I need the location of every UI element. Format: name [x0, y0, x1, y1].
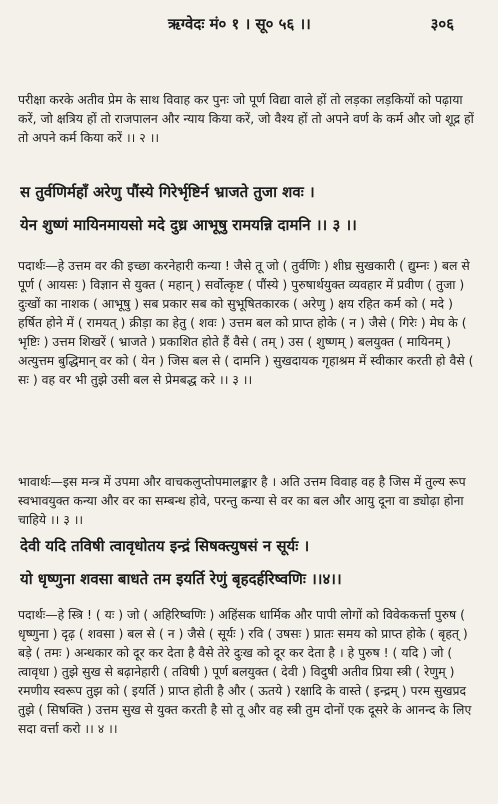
summary-paragraph: भावार्थः—इस मन्त्र में उपमा और वाचकलुप्तोपमालङ्कार है । अति उत्तम विवाह वह है जिस में तुल्य रूप स्वभावयुक्त कन्या और वर का सम्बन्ध होवे, परन्तु कन्या से वर का बल और आयु दूना वा ड्योढ़ा होना चाहिये ।। ३ ।। [18, 474, 466, 527]
running-head: ऋग्वेदः मं० १ । सू० ५६ ।। [168, 15, 311, 33]
verse-line: स तुर्वणिर्महाँ अरेणु पौंस्ये गिरेर्भृष्टिर्न भ्राजते तुजा शवः । [20, 183, 315, 201]
word-meaning-paragraph: पदार्थः—हे उत्तम वर की इच्छा करनेहारी कन्या ! जैसे तू जो ( तुर्वणिः ) शीघ्र सुखकारी ( द्युम्नः ) बल से पूर्ण ( आयसः ) विज्ञान से युक्त ( महान् ) सर्वोत्कृष्ट ( पौंस्ये ) पुरुषार्थयुक्त व्यवहार में प्रवीण ( तुजा ) दुःखों का नाशक ( आभूषु ) सब प्रकार सब को सुभूषितकारक ( अरेणु ) क्षय रहित कर्म को ( मदे ) हर्षित होने में ( रामयत् ) क्रीड़ा का हेतु ( शवः ) उत्तम बल को प्राप्त होके ( न ) जैसे ( गिरेः ) मेघ के ( भृष्टिः ) उत्तम शिखरें ( भ्राजते ) प्रकाशित होते हैं वैसे ( तम् ) उस ( शुष्णम् ) बलयुक्त ( मायिनम् ) अत्युत्तम बुद्धिमान् वर को ( येन ) जिस बल से ( दामनि ) सुखदायक गृहाश्रम में स्वीकार करती हो वैसे ( सः ) वह वर भी तुझे उसी बल से प्रेमबद्ध करे ।। ३ ।। [18, 258, 474, 387]
verse-line: येन शुष्णं मायिनमायसो मदे दुध्र आभूषु रामयन्नि दामनि ।। ३ ।। [20, 216, 357, 234]
word-meaning-paragraph: पदार्थः—हे स्त्रि ! ( यः ) जो ( अहिरिष्वणिः ) अहिंसक धार्मिक और पापी लोगों को विवेककर्त्ता पुरुष ( धृष्णुना ) दृढ़ ( शवसा ) बल से ( न ) जैसे ( सूर्यः ) रवि ( उषसः ) प्रातः समय को प्राप्त होके ( बृहत् ) बड़े ( तमः ) अन्धकार को दूर कर देता है वैसे तेरे दुःख को दूर कर देता है । हे पुरुष ! ( यदि ) जो ( त्वावृधा ) तुझे सुख से बढ़ानेहारी ( तविषी ) पूर्ण बलयुक्त ( देवी ) विदुषी अतीव प्रिया स्त्री ( रेणुम् ) रमणीय स्वरूप तुझ को ( इयर्ति ) प्राप्त होती है और ( ऊतये ) रक्षादि के वास्ते ( इन्द्रम् ) परम सुखप्रद तुझे ( सिषक्ति ) उत्तम सुख से युक्त करती है सो तू और वह स्त्री तुम दोनों एक दूसरे के आनन्द के लिए सदा वर्त्ता करो ।। ४ ।। [18, 607, 472, 736]
verse-line: देवी यदि तविषी त्वावृधोतय इन्द्रं सिषक्त्युषसं न सूर्यः । [20, 537, 310, 555]
page-header [0, 14, 498, 44]
verse-line: यो धृष्णुना शवसा बाधते तम इयर्ति रेणुं बृहदर्हरिष्वणिः ।।४।। [20, 570, 342, 588]
commentary-paragraph: परीक्षा करके अतीव प्रेम के साथ विवाह कर पुनः जो पूर्ण विद्या वाले हों तो लड़का लड़कियों को पढ़ाया करें, जो क्षत्रिय हों तो राजपालन और न्याय किया करें, जो वैश्य हों तो अपने वर्ण के कर्म और जो शूद्र हों तो अपने कर्म किया करें ।। २ ।। [18, 92, 474, 145]
page-number: ३०६ [430, 15, 454, 33]
